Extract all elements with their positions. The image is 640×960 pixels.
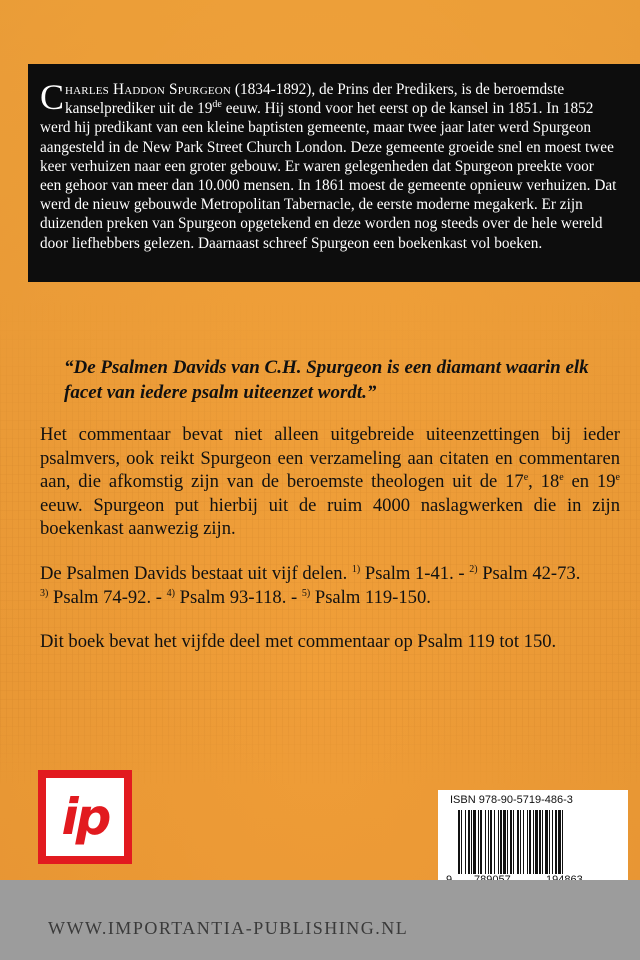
para1-text-b: , 18 [528,471,560,493]
volumes-paragraph [40,562,620,609]
volume-range: Psalm 42-73. [477,563,581,584]
volume-number: 5) [301,587,311,599]
author-name: harles Haddon Spurgeon [65,81,232,98]
isbn-label: ISBN 978-90-5719-486-3 [450,794,573,806]
para1-text-d: eeuw. Spurgeon put hierbij uit de ruim 4000 naslagwerken die in zijn boekenkast aanwezig zijn. [40,494,620,540]
bio-sup: de [212,99,222,111]
sup-19: e [615,472,620,483]
volume-note: Dit boek bevat het vijfde deel met commentaar op Psalm 119 tot 150. [40,631,557,652]
volume-number: 4) [166,587,175,599]
volume-number: 1) [351,563,361,575]
bio-text-2: eeuw. Hij stond voor het eerst op de kansel in 1851. In 1852 werd hij predikant van een kleine baptisten gemeente, maar twee jaar later werd Spurgeon aangesteld in de New Park Street Church London. Deze gemeente groeide snel en moest twee keer verhuizen naar een groter gebouw. Er waren gelegenheden dat Spurgeon preekte voor een gehoor van meer dan 10.000 mensen. In 1861 moest de gemeente opnieuw verhuizen. Dat werd de nieuw gebouwde Metropolitan Tabernacle, de eerste moderne megakerk. Er zijn duizenden preken van Spurgeon opgetekend en deze worden nog steeds over de hele wereld door liefhebbers gelezen. Daarnaast schreef Spurgeon een boekenkast vol boeken. [40,100,617,252]
dropcap: C [40,77,65,117]
publisher-url: WWW.IMPORTANTIA-PUBLISHING.NL [48,918,409,938]
bio-text-1: (1834-1892), de Prins der Predikers, is de beroemdste kanselprediker uit de 19 [65,81,565,118]
volume-number: 2) [469,563,478,575]
author-biography [40,77,618,253]
volume-number: 3) [40,587,49,599]
volumes-intro: De Psalmen Davids bestaat uit vijf delen. [40,563,352,584]
para1-text: Het commentaar bevat niet alleen uitgebreide uiteenzettingen bij ieder psalmvers, ook reikt Spurgeon een verzameling aan citaten en commentaren aan, die afkomstig zijn van de beroemste theologen uit de 17 [40,424,620,493]
para1-text-c: en 19 [563,471,616,493]
publisher-logo [38,770,132,864]
description-paragraph [40,423,620,541]
review-quote: “De Psalmen Davids van C.H. Spurgeon is een diamant waarin elk facet van iedere psalm uiteenzet wordt.” [64,357,589,403]
sup-18: e [559,472,564,483]
volume-range: Psalm 93-118. - [174,586,302,608]
sup-17: e [523,472,529,483]
volume-range: Psalm 119-150. [310,586,431,608]
logo-mark: ip [46,778,124,856]
volume-range: Psalm 1-41. - [360,563,470,584]
volume-range: Psalm 74-92. - [48,586,167,608]
barcode-bars [458,810,608,874]
